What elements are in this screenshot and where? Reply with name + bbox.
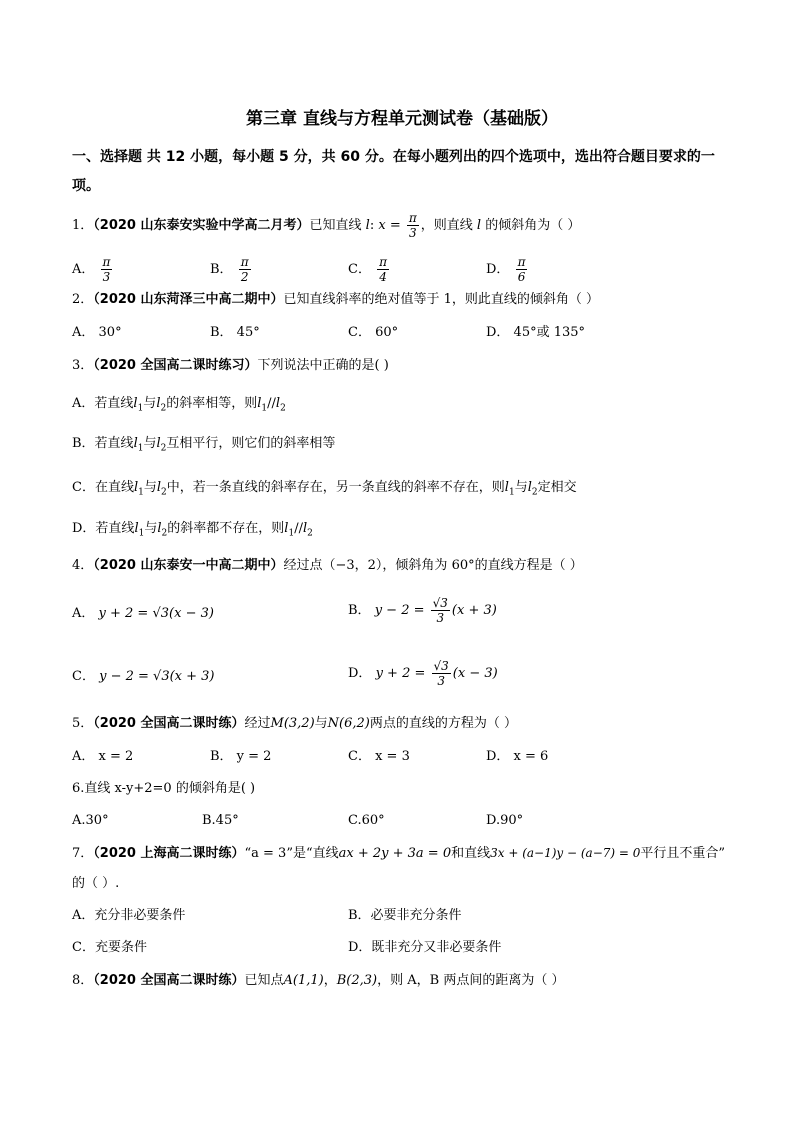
denominator: 3 [437,674,445,688]
question-source: （2020 全国高二课时练） [93,716,245,731]
option-label: A． [72,606,95,621]
question-source: （2020 全国高二课时练） [93,973,245,988]
question-8 [72,971,564,991]
page-title: 第三章 直线与方程单元测试卷（基础版） [246,109,558,129]
option-b: B． 45° [210,325,260,340]
question-number: 8． [72,973,94,988]
option-text: 的斜率都不存在，则 [167,521,285,536]
denominator: 4 [379,270,387,284]
math-expr: y + 2 = [375,666,430,681]
question-1 [72,211,580,240]
question-text: 与 [314,716,328,731]
question-number: 4． [72,558,94,573]
option-d: D.90° [486,813,524,828]
option-d: D． x = 6 [486,749,549,764]
subscript: 2 [160,403,167,414]
option-a [72,604,214,624]
question-number: 3． [72,358,94,373]
math-var: l [365,218,370,233]
math-expr: ax + 2y + 3a = 0 [338,846,452,861]
math-expr: (x − 3) [452,666,498,681]
math-expr: y − 2 = [374,603,429,618]
question-number: 5． [72,716,94,731]
question-text: 和直线 [451,846,491,861]
math-var: l [504,480,509,495]
option-text: 与 [143,436,157,451]
option-a [72,394,286,419]
option-a: A．充分非必要条件 [72,908,186,923]
question-text: ， [323,973,337,988]
option-c: C.60° [348,813,385,828]
option-label: D． [348,666,372,681]
math-point: N(6,2) [327,716,370,731]
question-text: 已知直线斜率的绝对值等于 1，则此直线的倾斜角（ ） [283,292,600,307]
math-expr: y − 2 = [99,669,154,684]
question-text: 下列说法中正确的是( ) [257,358,389,373]
option-d [348,659,498,688]
math-var: l [133,480,139,495]
section-heading: 一、选择题 共 12 小题，每小题 5 分，共 60 分。在每小题列出的四个选项中，选出符合题目要求的一项。 [72,149,715,194]
option-d: D． 45°或 135° [486,325,586,340]
option-text: 互相平行，则它们的斜率相等 [166,436,336,451]
option-a: A． 30° [72,325,122,340]
math-var: l [476,218,482,233]
option-b [72,434,335,459]
math-expr: (x + 3) [451,603,497,618]
question-7 [72,843,725,864]
math-expr: (x − 3) [169,606,214,621]
option-c [72,667,215,687]
question-text: 平行且不重合” [640,846,726,861]
option-text: A．若直线 [72,396,134,411]
option-text: 的斜率相等，则 [166,396,258,411]
math-var: l [157,521,162,536]
numerator: π [379,255,387,269]
option-c: C． 60° [348,325,399,340]
question-source: （2020 全国高二课时练习） [93,358,258,373]
option-c [348,255,391,284]
math-var: l [133,436,138,451]
option-c [72,478,577,503]
option-c: C． x = 3 [348,749,410,764]
math-symbol: : [369,218,375,233]
denominator: 6 [517,270,526,284]
option-c: C．充要条件 [72,940,147,955]
math-point: M(3,2) [270,716,315,731]
subscript: 2 [160,443,167,454]
denominator: 3 [102,270,111,284]
question-6: 6.直线 x-y+2=0 的倾斜角是( ) [72,781,256,796]
option-b: B.45° [202,813,239,828]
subscript: 2 [161,528,168,539]
question-number: 2． [72,292,94,307]
option-text: 中，若一条直线的斜率存在，另一条直线的斜率不存在，则 [166,480,505,495]
fraction [239,255,251,284]
math-expr: √3 [153,669,170,684]
question-source: （2020 山东菏泽三中高二期中） [93,292,284,307]
question-text: 两点的直线的方程为（ ） [369,716,518,731]
math-var: l [156,436,161,451]
subscript: 1 [508,487,515,498]
option-d: D．既非充分又非必要条件 [348,940,502,955]
subscript: 1 [137,403,144,414]
math-var: l [302,521,308,536]
fraction [407,211,419,240]
numerator: π [408,211,417,225]
question-number: 1． [72,218,94,233]
question-text: ，则直线 [420,218,473,233]
math-expr: y + 2 = [98,606,153,621]
subscript: 1 [138,528,145,539]
math-point: B(2,3) [336,973,378,988]
subscript: 2 [307,528,313,539]
numerator: π [240,255,249,269]
math-var: l [134,521,139,536]
denominator: 2 [240,270,249,284]
question-source: （2020 上海高二课时练） [93,846,245,861]
subscript: 2 [280,403,286,414]
option-label: C． [72,669,95,684]
math-symbol: // [267,396,276,411]
option-label: D． [486,262,510,277]
question-source: （2020 山东泰安实验中学高二月考） [93,218,310,233]
option-d [486,255,529,284]
option-b [348,596,497,625]
math-var: l [133,396,138,411]
math-var: l [284,521,289,536]
option-b [210,255,253,284]
numerator: π [517,255,526,269]
question-text: 已知直线 [309,218,362,233]
option-a: A.30° [72,813,109,828]
option-a: A． x = 2 [72,749,134,764]
question-text: 的倾斜角为（ ） [485,218,581,233]
option-text: 与 [144,521,158,536]
math-point: A(1,1) [283,973,324,988]
question-text: 经过 [244,716,271,731]
math-expr: √3 [152,606,170,621]
option-label: C． [348,262,371,277]
option-text: 与 [514,480,528,495]
subscript: 1 [138,487,144,498]
option-text: D．若直线 [72,521,135,536]
question-text: “a = 3”是“直线 [244,846,339,861]
fraction [101,255,113,284]
subscript: 2 [161,487,167,498]
fraction [432,659,451,688]
question-5 [72,714,517,734]
option-label: B． [210,262,233,277]
subscript: 1 [288,528,295,539]
numerator: π [102,255,111,269]
fraction [516,255,528,284]
numerator: √3 [433,659,449,673]
math-var: l [275,396,281,411]
math-expr: x = [378,218,401,233]
option-text: C．在直线 [72,480,134,495]
subscript: 1 [261,403,268,414]
option-a [72,255,114,284]
math-expr: (x + 3) [169,669,215,684]
question-text: 经过点（−3，2），倾斜角为 60°的直线方程是（ ） [283,558,583,573]
question-number: 7． [72,846,94,861]
question-text: 已知点 [244,973,284,988]
option-b: B． y = 2 [210,749,272,764]
math-var: l [156,396,161,411]
subscript: 2 [531,487,538,498]
math-expr: 3x + (a−1)y − (a−7) = 0 [490,846,641,860]
math-var: l [527,480,532,495]
question-7-continued: 的（ ）. [72,876,120,891]
question-text: ，则 A，B 两点间的距离为（ ） [377,973,565,988]
option-label: A． [72,262,95,277]
option-label: B． [348,603,371,618]
fraction [377,255,389,284]
option-text: 定相交 [537,480,577,495]
option-text: 与 [143,396,157,411]
math-var: l [257,396,262,411]
fraction [431,596,450,625]
question-4 [72,556,583,576]
denominator: 3 [436,611,445,625]
math-var: l [156,480,162,495]
question-3 [72,356,389,376]
question-2 [72,290,599,310]
denominator: 3 [408,226,417,240]
option-text: B．若直线 [72,436,134,451]
option-b: B．必要非充分条件 [348,908,462,923]
numerator: √3 [432,596,448,610]
subscript: 1 [137,443,144,454]
math-symbol: // [294,521,303,536]
question-source: （2020 山东泰安一中高二期中） [93,558,284,573]
option-d [72,519,313,544]
option-text: 与 [143,480,157,495]
